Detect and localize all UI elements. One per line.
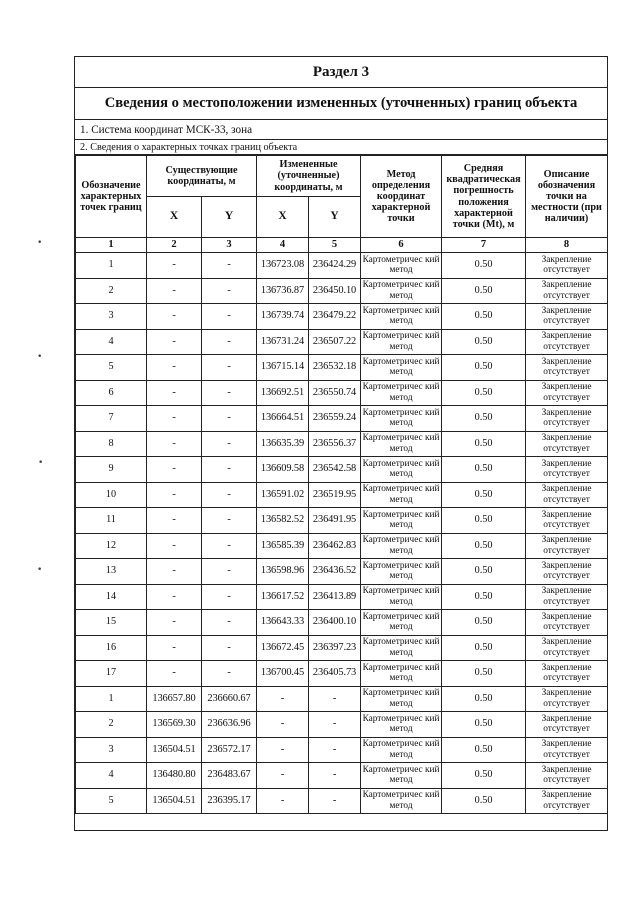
- mean-error-cell: 0.50: [442, 508, 526, 534]
- changed-x-cell: 136723.08: [257, 253, 309, 279]
- mean-error-cell: 0.50: [442, 763, 526, 789]
- header-existing-coords: Существующие координаты, м: [147, 156, 257, 197]
- table-row: [76, 584, 608, 610]
- existing-x-cell: 136657.80: [147, 686, 202, 712]
- description-cell: Закрепление отсутствует: [526, 610, 608, 636]
- points-table: [75, 155, 608, 814]
- existing-y-cell: -: [202, 355, 257, 381]
- mean-error-cell: 0.50: [442, 431, 526, 457]
- existing-x-cell: -: [147, 482, 202, 508]
- mean-error-cell: 0.50: [442, 406, 526, 432]
- changed-x-cell: 136635.39: [257, 431, 309, 457]
- table-row: [76, 559, 608, 585]
- existing-y-cell: -: [202, 508, 257, 534]
- changed-x-cell: 136692.51: [257, 380, 309, 406]
- changed-x-cell: -: [257, 712, 309, 738]
- changed-x-cell: 136664.51: [257, 406, 309, 432]
- existing-y-cell: -: [202, 431, 257, 457]
- changed-x-cell: -: [257, 737, 309, 763]
- point-cell: 11: [76, 508, 147, 534]
- changed-y-cell: 236550.74: [309, 380, 361, 406]
- existing-x-cell: -: [147, 406, 202, 432]
- changed-x-cell: 136700.45: [257, 661, 309, 687]
- changed-x-cell: 136672.45: [257, 635, 309, 661]
- table-row: [76, 457, 608, 483]
- changed-y-cell: 236556.37: [309, 431, 361, 457]
- header-existing-x: X: [147, 197, 202, 238]
- mean-error-cell: 0.50: [442, 355, 526, 381]
- existing-y-cell: -: [202, 304, 257, 330]
- document-frame: [74, 56, 608, 831]
- column-number: 5: [309, 238, 361, 253]
- existing-x-cell: -: [147, 355, 202, 381]
- point-cell: 13: [76, 559, 147, 585]
- description-cell: Закрепление отсутствует: [526, 431, 608, 457]
- table-row: [76, 304, 608, 330]
- point-cell: 14: [76, 584, 147, 610]
- description-cell: Закрепление отсутствует: [526, 355, 608, 381]
- description-cell: Закрепление отсутствует: [526, 533, 608, 559]
- section-title: Раздел 3: [75, 57, 607, 88]
- table-row: [76, 533, 608, 559]
- existing-x-cell: -: [147, 635, 202, 661]
- point-cell: 16: [76, 635, 147, 661]
- description-cell: Закрепление отсутствует: [526, 253, 608, 279]
- description-cell: Закрепление отсутствует: [526, 712, 608, 738]
- description-cell: Закрепление отсутствует: [526, 508, 608, 534]
- description-cell: Закрепление отсутствует: [526, 278, 608, 304]
- table-row: [76, 482, 608, 508]
- method-cell: Картометричес кий метод: [361, 482, 442, 508]
- existing-x-cell: -: [147, 559, 202, 585]
- header-description: Описание обозначения точки на местности (при наличии): [526, 156, 608, 238]
- method-cell: Картометричес кий метод: [361, 457, 442, 483]
- changed-x-cell: 136643.33: [257, 610, 309, 636]
- point-cell: 12: [76, 533, 147, 559]
- point-cell: 4: [76, 329, 147, 355]
- table-row: [76, 431, 608, 457]
- method-cell: Картометричес кий метод: [361, 559, 442, 585]
- changed-x-cell: -: [257, 788, 309, 814]
- method-cell: Картометричес кий метод: [361, 584, 442, 610]
- changed-x-cell: 136591.02: [257, 482, 309, 508]
- table-row: [76, 380, 608, 406]
- point-cell: 2: [76, 712, 147, 738]
- changed-y-cell: 236462.83: [309, 533, 361, 559]
- description-cell: Закрепление отсутствует: [526, 737, 608, 763]
- changed-y-cell: 236397.23: [309, 635, 361, 661]
- mean-error-cell: 0.50: [442, 788, 526, 814]
- table-row: [76, 686, 608, 712]
- scan-mark: •: [38, 458, 44, 468]
- column-number: 7: [442, 238, 526, 253]
- method-cell: Картометричес кий метод: [361, 304, 442, 330]
- changed-y-cell: 236405.73: [309, 661, 361, 687]
- description-cell: Закрепление отсутствует: [526, 763, 608, 789]
- changed-y-cell: -: [309, 737, 361, 763]
- changed-y-cell: -: [309, 712, 361, 738]
- changed-x-cell: -: [257, 763, 309, 789]
- changed-x-cell: 136585.39: [257, 533, 309, 559]
- mean-error-cell: 0.50: [442, 380, 526, 406]
- points-heading: 2. Сведения о характерных точках границ объекта: [75, 140, 607, 155]
- mean-error-cell: 0.50: [442, 737, 526, 763]
- changed-y-cell: 236559.24: [309, 406, 361, 432]
- point-cell: 5: [76, 788, 147, 814]
- existing-x-cell: 136480.80: [147, 763, 202, 789]
- method-cell: Картометричес кий метод: [361, 635, 442, 661]
- changed-x-cell: 136598.96: [257, 559, 309, 585]
- changed-y-cell: 236491.95: [309, 508, 361, 534]
- description-cell: Закрепление отсутствует: [526, 329, 608, 355]
- mean-error-cell: 0.50: [442, 457, 526, 483]
- method-cell: Картометричес кий метод: [361, 763, 442, 789]
- mean-error-cell: 0.50: [442, 559, 526, 585]
- existing-y-cell: -: [202, 584, 257, 610]
- existing-x-cell: -: [147, 253, 202, 279]
- changed-x-cell: 136715.14: [257, 355, 309, 381]
- mean-error-cell: 0.50: [442, 686, 526, 712]
- table-row: [76, 355, 608, 381]
- point-cell: 15: [76, 610, 147, 636]
- mean-error-cell: 0.50: [442, 635, 526, 661]
- changed-y-cell: 236532.18: [309, 355, 361, 381]
- point-cell: 4: [76, 763, 147, 789]
- existing-x-cell: 136504.51: [147, 788, 202, 814]
- header-point-designation: Обозначение характерных точек границ: [76, 156, 147, 238]
- table-row: [76, 788, 608, 814]
- mean-error-cell: 0.50: [442, 584, 526, 610]
- mean-error-cell: 0.50: [442, 661, 526, 687]
- changed-x-cell: 136739.74: [257, 304, 309, 330]
- method-cell: Картометричес кий метод: [361, 788, 442, 814]
- changed-x-cell: -: [257, 686, 309, 712]
- table-row: [76, 278, 608, 304]
- description-cell: Закрепление отсутствует: [526, 584, 608, 610]
- points-table-body: [76, 253, 608, 814]
- method-cell: Картометричес кий метод: [361, 661, 442, 687]
- existing-y-cell: -: [202, 406, 257, 432]
- mean-error-cell: 0.50: [442, 278, 526, 304]
- mean-error-cell: 0.50: [442, 304, 526, 330]
- column-number-row: [76, 238, 608, 253]
- existing-x-cell: 136569.30: [147, 712, 202, 738]
- method-cell: Картометричес кий метод: [361, 355, 442, 381]
- description-cell: Закрепление отсутствует: [526, 661, 608, 687]
- header-mean-error: Средняя квадратическая погрешность положения характерной точки (Mt), м: [442, 156, 526, 238]
- existing-x-cell: -: [147, 661, 202, 687]
- description-cell: Закрепление отсутствует: [526, 304, 608, 330]
- table-row: [76, 712, 608, 738]
- mean-error-cell: 0.50: [442, 533, 526, 559]
- description-cell: Закрепление отсутствует: [526, 635, 608, 661]
- point-cell: 7: [76, 406, 147, 432]
- column-number: 2: [147, 238, 202, 253]
- changed-y-cell: 236413.89: [309, 584, 361, 610]
- existing-y-cell: 236483.67: [202, 763, 257, 789]
- changed-y-cell: 236450.10: [309, 278, 361, 304]
- existing-x-cell: -: [147, 457, 202, 483]
- changed-y-cell: 236400.10: [309, 610, 361, 636]
- table-row: [76, 635, 608, 661]
- mean-error-cell: 0.50: [442, 482, 526, 508]
- table-row: [76, 406, 608, 432]
- changed-y-cell: -: [309, 788, 361, 814]
- existing-x-cell: -: [147, 584, 202, 610]
- existing-x-cell: -: [147, 278, 202, 304]
- method-cell: Картометричес кий метод: [361, 737, 442, 763]
- point-cell: 8: [76, 431, 147, 457]
- existing-y-cell: -: [202, 661, 257, 687]
- changed-y-cell: 236519.95: [309, 482, 361, 508]
- changed-x-cell: 136736.87: [257, 278, 309, 304]
- changed-x-cell: 136609.58: [257, 457, 309, 483]
- scan-mark: •: [37, 565, 43, 575]
- changed-x-cell: 136617.52: [257, 584, 309, 610]
- mean-error-cell: 0.50: [442, 329, 526, 355]
- point-cell: 9: [76, 457, 147, 483]
- existing-y-cell: -: [202, 380, 257, 406]
- header-method: Метод определения координат характерной точки: [361, 156, 442, 238]
- point-cell: 17: [76, 661, 147, 687]
- table-row: [76, 508, 608, 534]
- header-changed-coords: Измененные (уточненные) координаты, м: [257, 156, 361, 197]
- coordinate-system-line: 1. Система координат МСК-33, зона: [75, 120, 607, 140]
- scan-mark: •: [37, 352, 43, 362]
- mean-error-cell: 0.50: [442, 610, 526, 636]
- description-cell: Закрепление отсутствует: [526, 482, 608, 508]
- changed-y-cell: -: [309, 686, 361, 712]
- existing-x-cell: -: [147, 508, 202, 534]
- method-cell: Картометричес кий метод: [361, 329, 442, 355]
- table-row: [76, 737, 608, 763]
- description-cell: Закрепление отсутствует: [526, 406, 608, 432]
- changed-y-cell: 236479.22: [309, 304, 361, 330]
- existing-x-cell: -: [147, 304, 202, 330]
- existing-y-cell: -: [202, 329, 257, 355]
- existing-y-cell: -: [202, 559, 257, 585]
- existing-x-cell: -: [147, 431, 202, 457]
- column-number: 1: [76, 238, 147, 253]
- scan-mark: •: [37, 238, 43, 248]
- method-cell: Картометричес кий метод: [361, 712, 442, 738]
- method-cell: Картометричес кий метод: [361, 533, 442, 559]
- point-cell: 10: [76, 482, 147, 508]
- header-changed-y: Y: [309, 197, 361, 238]
- changed-y-cell: 236542.58: [309, 457, 361, 483]
- table-row: [76, 763, 608, 789]
- point-cell: 1: [76, 253, 147, 279]
- point-cell: 3: [76, 304, 147, 330]
- point-cell: 3: [76, 737, 147, 763]
- table-row: [76, 610, 608, 636]
- description-cell: Закрепление отсутствует: [526, 380, 608, 406]
- method-cell: Картометричес кий метод: [361, 253, 442, 279]
- point-cell: 1: [76, 686, 147, 712]
- method-cell: Картометричес кий метод: [361, 380, 442, 406]
- method-cell: Картометричес кий метод: [361, 278, 442, 304]
- existing-x-cell: -: [147, 610, 202, 636]
- description-cell: Закрепление отсутствует: [526, 457, 608, 483]
- mean-error-cell: 0.50: [442, 253, 526, 279]
- column-number: 6: [361, 238, 442, 253]
- existing-y-cell: -: [202, 253, 257, 279]
- mean-error-cell: 0.50: [442, 712, 526, 738]
- table-row: [76, 661, 608, 687]
- existing-y-cell: 236572.17: [202, 737, 257, 763]
- existing-y-cell: -: [202, 533, 257, 559]
- description-cell: Закрепление отсутствует: [526, 788, 608, 814]
- column-number: 3: [202, 238, 257, 253]
- existing-x-cell: -: [147, 533, 202, 559]
- existing-x-cell: -: [147, 329, 202, 355]
- points-table-wrap: [75, 155, 607, 814]
- existing-y-cell: 236395.17: [202, 788, 257, 814]
- changed-y-cell: -: [309, 763, 361, 789]
- existing-y-cell: 236636.96: [202, 712, 257, 738]
- existing-y-cell: -: [202, 610, 257, 636]
- existing-y-cell: -: [202, 482, 257, 508]
- existing-y-cell: -: [202, 635, 257, 661]
- method-cell: Картометричес кий метод: [361, 431, 442, 457]
- point-cell: 6: [76, 380, 147, 406]
- changed-x-cell: 136731.24: [257, 329, 309, 355]
- method-cell: Картометричес кий метод: [361, 686, 442, 712]
- changed-x-cell: 136582.52: [257, 508, 309, 534]
- method-cell: Картометричес кий метод: [361, 610, 442, 636]
- existing-y-cell: 236660.67: [202, 686, 257, 712]
- point-cell: 5: [76, 355, 147, 381]
- header-existing-y: Y: [202, 197, 257, 238]
- description-cell: Закрепление отсутствует: [526, 559, 608, 585]
- table-row: [76, 253, 608, 279]
- method-cell: Картометричес кий метод: [361, 508, 442, 534]
- point-cell: 2: [76, 278, 147, 304]
- column-number: 4: [257, 238, 309, 253]
- description-cell: Закрепление отсутствует: [526, 686, 608, 712]
- existing-x-cell: -: [147, 380, 202, 406]
- changed-y-cell: 236507.22: [309, 329, 361, 355]
- existing-x-cell: 136504.51: [147, 737, 202, 763]
- column-number: 8: [526, 238, 608, 253]
- existing-y-cell: -: [202, 457, 257, 483]
- method-cell: Картометричес кий метод: [361, 406, 442, 432]
- changed-y-cell: 236436.52: [309, 559, 361, 585]
- existing-y-cell: -: [202, 278, 257, 304]
- document-subtitle: Сведения о местоположении измененных (уточненных) границ объекта: [75, 88, 607, 120]
- table-row: [76, 329, 608, 355]
- changed-y-cell: 236424.29: [309, 253, 361, 279]
- header-changed-x: X: [257, 197, 309, 238]
